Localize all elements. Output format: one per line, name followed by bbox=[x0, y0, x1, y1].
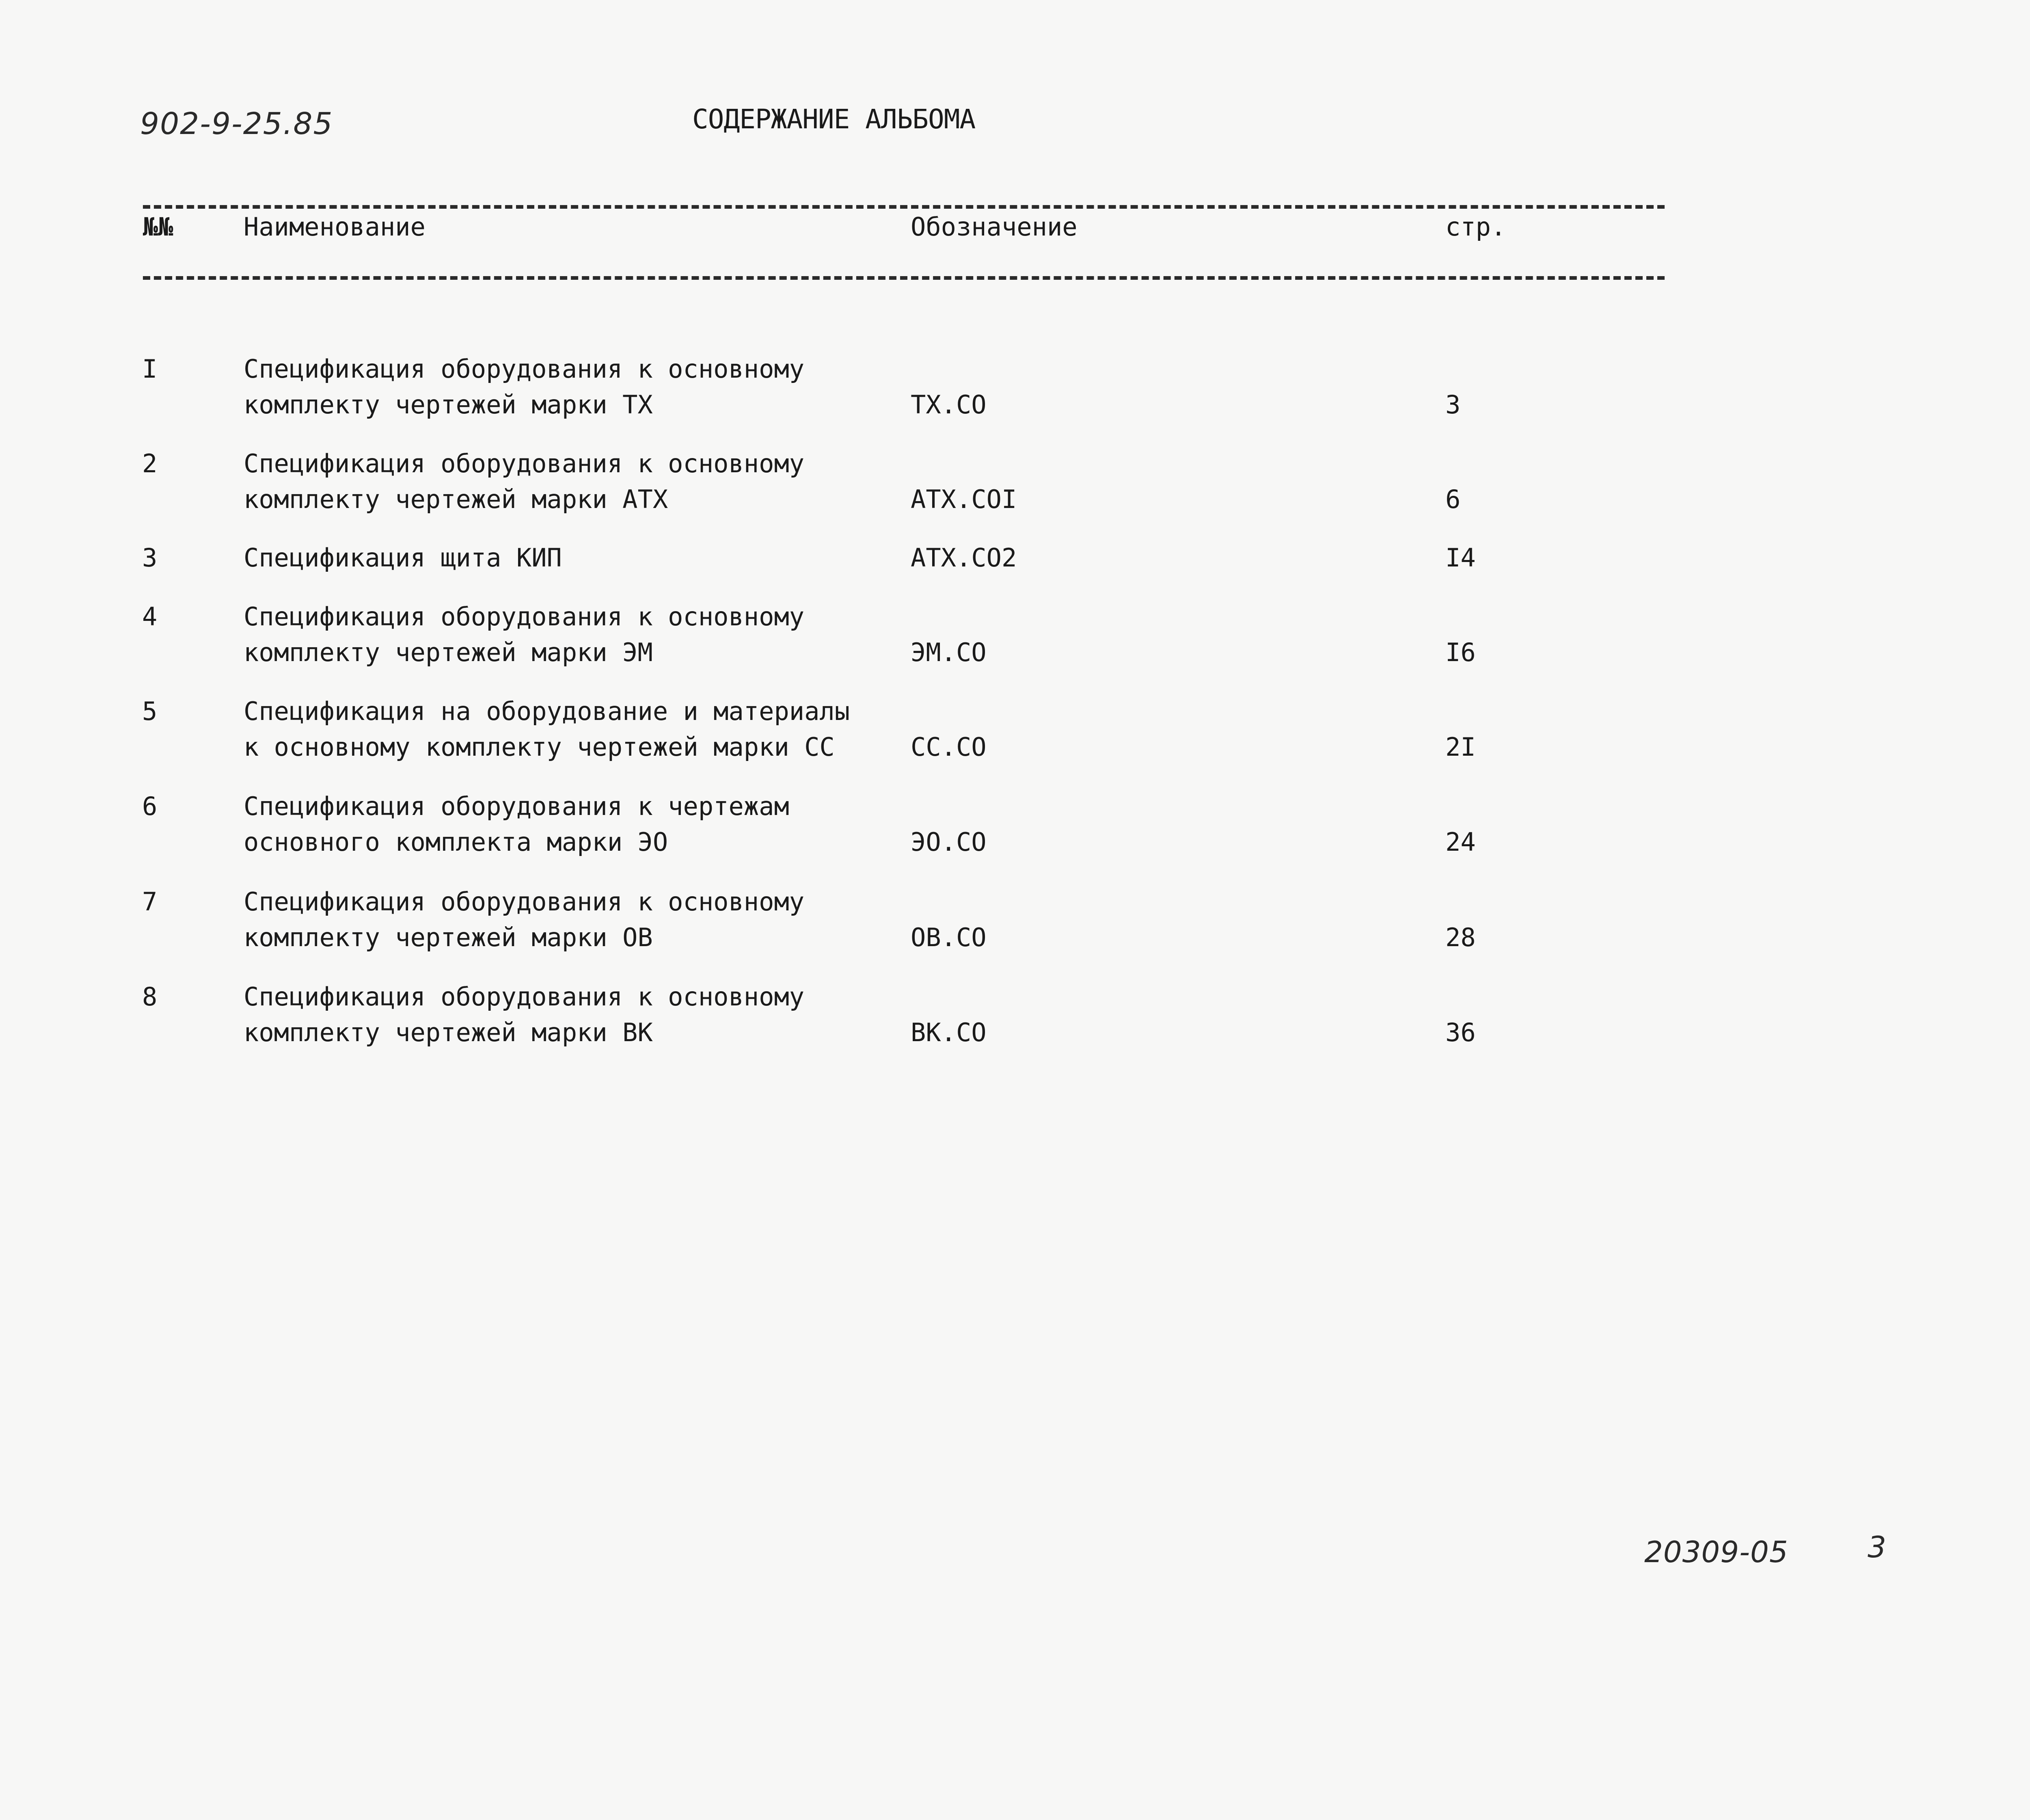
row-page: 2I bbox=[1445, 732, 1476, 762]
row-name-line: основного комплекта марки ЭО bbox=[244, 827, 668, 857]
row-page: I6 bbox=[1445, 638, 1476, 667]
footer-page-number: 3 bbox=[1868, 1530, 1886, 1564]
row-page: 6 bbox=[1445, 484, 1461, 514]
row-number: 8 bbox=[142, 982, 158, 1012]
document-code: 902-9-25.85 bbox=[140, 106, 333, 141]
row-page: I4 bbox=[1445, 543, 1476, 573]
row-number: 3 bbox=[142, 543, 158, 573]
footer-document-code: 20309-05 bbox=[1644, 1535, 1788, 1569]
row-designation: АТХ.СО2 bbox=[911, 543, 1017, 573]
row-number: 4 bbox=[142, 602, 158, 631]
row-name-line: к основному комплекту чертежей марки СС bbox=[244, 732, 835, 762]
row-page: 36 bbox=[1445, 1018, 1476, 1047]
page-title: СОДЕРЖАНИЕ АЛЬБОМА bbox=[692, 104, 976, 135]
row-designation: ЭМ.СО bbox=[911, 638, 987, 667]
row-number: 5 bbox=[142, 696, 158, 726]
row-page: 3 bbox=[1445, 390, 1461, 419]
row-designation: ТХ.СО bbox=[911, 390, 987, 419]
row-designation: АТХ.СОI bbox=[911, 484, 1017, 514]
row-designation: СС.СО bbox=[911, 732, 987, 762]
row-number: 6 bbox=[142, 791, 158, 821]
row-name-line: комплекту чертежей марки ЭМ bbox=[244, 638, 653, 667]
column-header-designation: Обозначение bbox=[911, 212, 1078, 242]
row-page: 24 bbox=[1445, 827, 1476, 857]
table-top-rule bbox=[143, 205, 1665, 209]
row-name-line: Спецификация оборудования к основному bbox=[244, 602, 805, 631]
row-name-line: Спецификация оборудования к чертежам bbox=[244, 791, 789, 821]
row-name-line: Спецификация на оборудование и материалы bbox=[244, 696, 850, 726]
row-name-line: Спецификация оборудования к основному bbox=[244, 982, 805, 1012]
row-name-line: комплекту чертежей марки ОВ bbox=[244, 923, 653, 952]
row-designation: ВК.СО bbox=[911, 1018, 987, 1047]
row-page: 28 bbox=[1445, 923, 1476, 952]
column-header-page: стр. bbox=[1445, 212, 1506, 242]
column-header-number: №№ bbox=[143, 212, 173, 242]
row-number: I bbox=[142, 354, 158, 384]
row-name-line: Спецификация оборудования к основному bbox=[244, 354, 805, 384]
row-name-line: Спецификация оборудования к основному bbox=[244, 449, 805, 478]
row-name-line: комплекту чертежей марки АТХ bbox=[244, 484, 668, 514]
row-name-line: комплекту чертежей марки ТХ bbox=[244, 390, 653, 419]
row-name-line: Спецификация щита КИП bbox=[244, 543, 562, 573]
row-number: 7 bbox=[142, 887, 158, 916]
row-name-line: комплекту чертежей марки ВК bbox=[244, 1018, 653, 1047]
table-header-rule bbox=[143, 276, 1665, 280]
row-designation: ОВ.СО bbox=[911, 923, 987, 952]
row-designation: ЭО.СО bbox=[911, 827, 987, 857]
column-header-name: Наименование bbox=[244, 212, 425, 242]
row-name-line: Спецификация оборудования к основному bbox=[244, 887, 805, 916]
row-number: 2 bbox=[142, 449, 158, 478]
